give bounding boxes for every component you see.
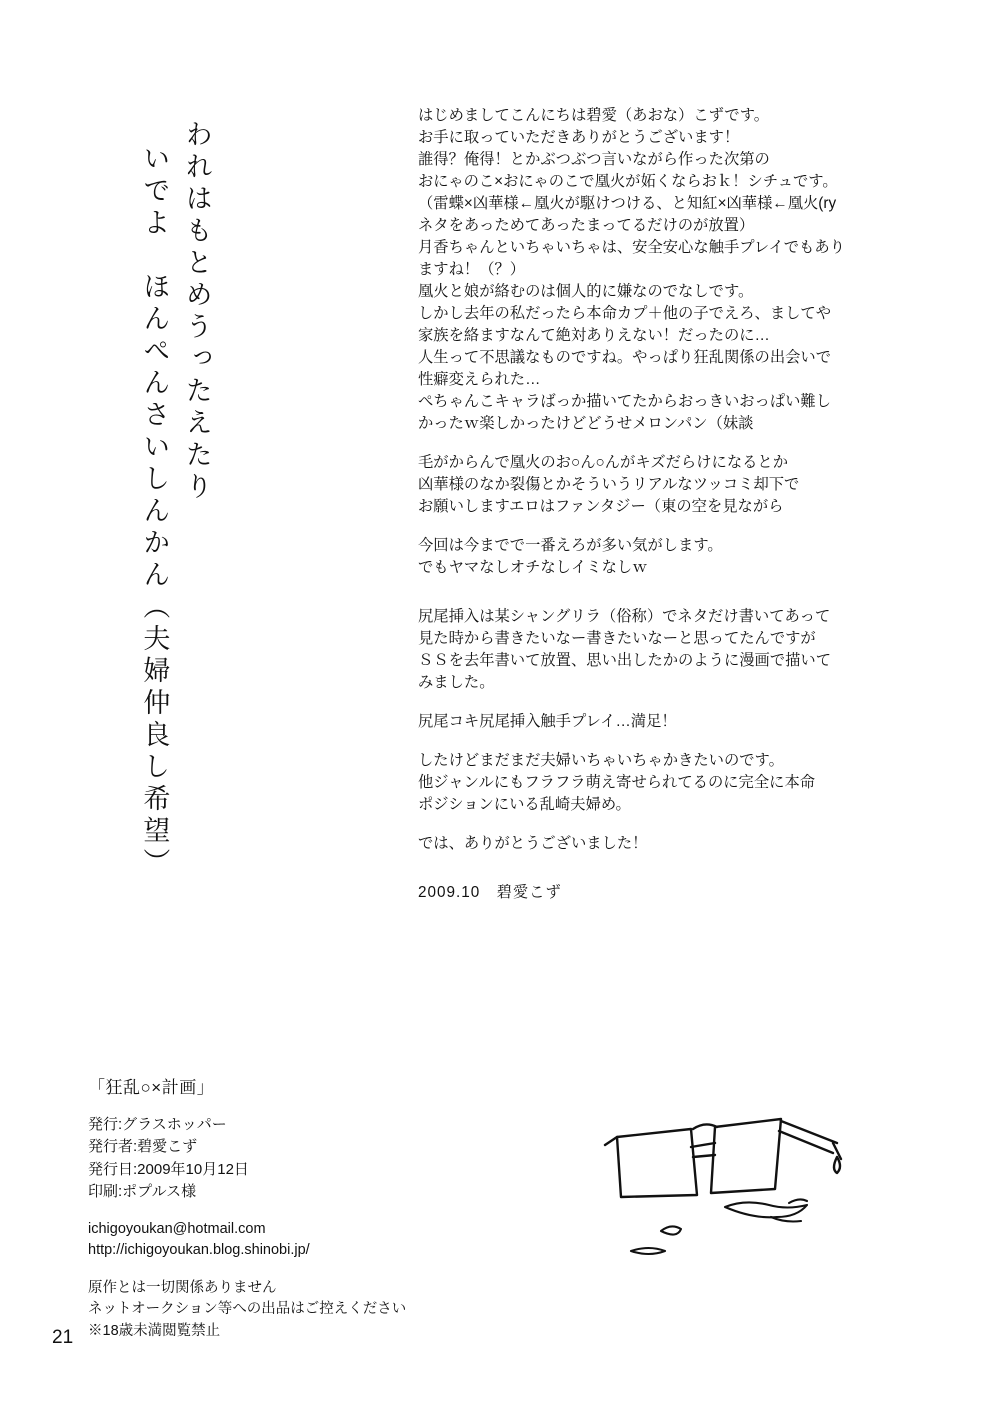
paragraph-spacer bbox=[418, 694, 918, 711]
vertical-title-sub: いでよ ほんぺんさいしんかん（夫婦仲良し希望） bbox=[139, 144, 170, 880]
afterword-line: ポジションにいる乱崎夫婦め。 bbox=[418, 796, 631, 814]
afterword-line: 誰得？俺得！とかぶつぶつ言いながら作った次第の bbox=[418, 151, 770, 169]
afterword-line: 凰火と娘が絡むのは個人的に嫌なのでなしです。 bbox=[418, 283, 754, 301]
paragraph-spacer bbox=[418, 579, 918, 596]
afterword-line: お願いしますエロはファンタジー（東の空を見ながら bbox=[418, 498, 784, 516]
colophon-printer: 印刷:ポプルス様 bbox=[88, 1182, 197, 1200]
colophon-contact bbox=[88, 1219, 406, 1262]
colophon-notes bbox=[88, 1278, 406, 1342]
afterword-text bbox=[418, 105, 918, 904]
paragraph-spacer bbox=[418, 733, 918, 750]
colophon-date: 発行日:2009年10月12日 bbox=[88, 1160, 249, 1178]
afterword-line: おにゃのこ×おにゃのこで凰火が妬くならおｋ！シチュです。 bbox=[418, 173, 838, 191]
vertical-title-block bbox=[140, 120, 211, 920]
colophon-note-disclaimer: 原作とは一切関係ありません bbox=[88, 1279, 277, 1296]
colophon-note-age: ※18歳未満閲覧禁止 bbox=[88, 1322, 221, 1339]
afterword-line: したけどまだまだ夫婦いちゃいちゃかきたいのです。 bbox=[418, 752, 784, 770]
afterword-line: みました。 bbox=[418, 674, 495, 692]
afterword-line: 見た時から書きたいなー書きたいなーと思ってたんですが bbox=[418, 630, 816, 648]
afterword-line: 尻尾コキ尻尾挿入触手プレイ…満足！ bbox=[418, 713, 677, 731]
afterword-line: 月香ちゃんといちゃいちゃは、安全安心な触手プレイでもあり bbox=[418, 239, 845, 257]
paragraph-spacer bbox=[418, 435, 918, 452]
paragraph-spacer bbox=[418, 596, 918, 606]
paragraph-spacer bbox=[418, 872, 918, 882]
afterword-line: ネタをあっためてあったまってるだけのが放置） bbox=[418, 217, 755, 235]
afterword-line: お手に取っていただきありがとうございます！ bbox=[418, 129, 740, 147]
afterword-line: でもヤマなしオチなしイミなしｗ bbox=[418, 559, 648, 577]
colophon bbox=[88, 1075, 406, 1342]
afterword-line: はじめましてこんにちは碧愛（あおな）こずです。 bbox=[418, 107, 770, 124]
afterword-line: では、ありがとうございました！ bbox=[418, 835, 648, 853]
afterword-line: （雷蝶×凶華様←凰火が駆けつける、と知紅×凶華様←凰火(ry bbox=[418, 195, 837, 213]
afterword-line: 性癖変えられた… bbox=[418, 371, 541, 389]
paragraph-spacer bbox=[418, 855, 918, 872]
colophon-email: ichigoyoukan@hotmail.com bbox=[88, 1220, 266, 1237]
colophon-imprint bbox=[88, 1114, 406, 1203]
afterword-line: 今回は今までで一番えろが多い気がします。 bbox=[418, 537, 723, 555]
afterword-line: 家族を絡ますなんて絶対ありえない！だったのに… bbox=[418, 327, 770, 345]
afterword-line: ぺちゃんこキャラばっか描いてたからおっきいおっぱい難し bbox=[418, 393, 832, 411]
afterword-line: 人生って不思議なものですね。やっぱり狂乱関係の出会いで bbox=[418, 349, 832, 367]
afterword-line: 尻尾挿入は某シャングリラ（俗称）でネタだけ書いてあって bbox=[418, 608, 831, 626]
vertical-title-main: われはもとめうったえたり bbox=[181, 120, 212, 504]
glasses-doodle bbox=[575, 1085, 875, 1285]
afterword-line: 他ジャンルにもフラフラ萌え寄せられてるのに完全に本命 bbox=[418, 774, 816, 792]
afterword-line: 毛がからんで凰火のお○ん○んがキズだらけになるとか bbox=[418, 454, 789, 472]
paragraph-spacer bbox=[418, 816, 918, 833]
colophon-publisher: 発行:グラスホッパー bbox=[88, 1116, 227, 1134]
afterword-line: しかし去年の私だったら本命カプ＋他の子でえろ、ましてや bbox=[418, 305, 832, 323]
afterword-line: ＳＳを去年書いて放置、思い出したかのように漫画で描いて bbox=[418, 652, 832, 670]
colophon-author: 発行者:碧愛こず bbox=[88, 1138, 198, 1156]
afterword-line: 凶華様のなか裂傷とかそういうリアルなツッコミ却下で bbox=[418, 476, 800, 494]
afterword-line: かったｗ楽しかったけどどうせメロンパン（妹談 bbox=[418, 415, 754, 433]
colophon-url: http://ichigoyoukan.blog.shinobi.jp/ bbox=[88, 1242, 310, 1259]
colophon-note-auction: ネットオークション等への出品はご控えください bbox=[88, 1301, 407, 1318]
afterword-line: ますね！（？） bbox=[418, 261, 526, 279]
colophon-book-title: 「狂乱○×計画」 bbox=[88, 1078, 215, 1097]
page-number: 21 bbox=[52, 1327, 74, 1348]
paragraph-spacer bbox=[418, 518, 918, 535]
afterword-signature: 2009.10 碧愛こず bbox=[418, 884, 562, 902]
